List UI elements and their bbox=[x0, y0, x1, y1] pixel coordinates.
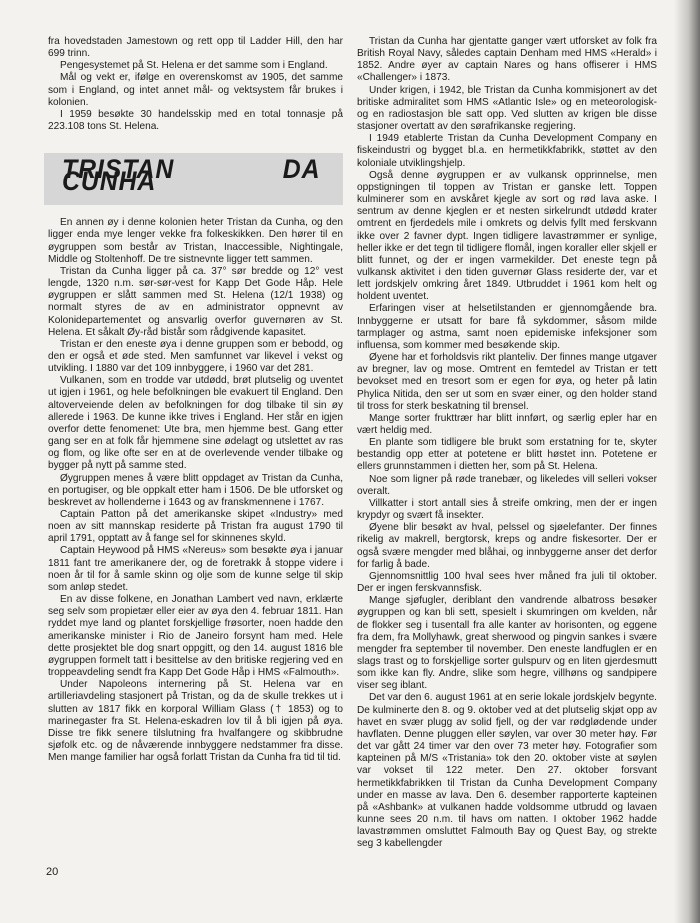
paragraph: Mange sjøfugler, deriblant den vandrende albatross besøker øygruppen og kan bli sett, spesielt i skumringen om kvelden, når de flokker seg i tusentall fra alle kanter av horisonten, og eggene fra dem, fra Mollyhawk, great sherwood og pingvin sankes i svære mengder fra september til november. Den eneste landfuglen er en slags trast og to forskjellige sorter gulspurv og en liten gjerdesmutt som ikke kan fly. Andre, slike som hegre, villhøns og sandpipere viser seg iblant. bbox=[357, 595, 657, 692]
section-title: TRISTAN DA CUNHA bbox=[62, 154, 321, 197]
paragraph: Under krigen, i 1942, ble Tristan da Cunha kommisjonert av det britiske admiralitet som HMS «Atlantic Isle» og en meteorologisk- og en radiostasjon ble satt opp. Ved slutten av krigen ble disse stasjoner overtatt av den sørafrikanske regjering. bbox=[357, 84, 657, 133]
paragraph: Tristan da Cunha har gjentatte ganger vært utforsket av folk fra British Royal Navy, således captain Denham med HMS «Herald» i 1852. Andre øyer av captain Nares og hans offiserer i HMS «Challenger» i 1873. bbox=[357, 36, 657, 84]
paragraph: Captain Patton på det amerikanske skipet «Industry» med noen av sitt mannskap residerte på Tristan fra august 1790 til april 1791, opptatt av å fange sel for skinnenes skyld. bbox=[48, 509, 343, 545]
right-column bbox=[357, 36, 657, 850]
paragraph: Tristan er den eneste øya i denne gruppen som er bebodd, og den er også et øde sted. Men samfunnet var likevel i vekst og utvikling. I 1880 var det 109 innbyggere, i 1960 var det 281. bbox=[48, 338, 343, 375]
paragraph: Noe som ligner på røde tranebær, og likeledes vill selleri vokser overalt. bbox=[357, 473, 657, 497]
paragraph: I 1959 besøkte 30 handelsskip med en total tonnasje på 223.108 tons St. Helena. bbox=[48, 108, 343, 133]
left-column bbox=[48, 36, 343, 764]
paragraph: Erfaringen viser at helsetilstanden er gjennomgående bra. Innbyggerne er utsatt for bare få sykdommer, såsom milde tarmplager og astma, samt noen epidemiske infeksjoner som influensa, som kommer med besøkende skip. bbox=[357, 303, 657, 351]
paragraph: Gjennomsnittlig 100 hval sees hver måned fra juli til oktober. Der er ingen ferskvannsfisk. bbox=[357, 570, 657, 595]
paragraph: En annen øy i denne kolonien heter Tristan da Cunha, og den ligger enda mye lenger vekke fra folkeskikken. Den hører til en øygruppen som består av Tristan, Inaccessible, Nightingale, Middle og Stoltenhoff. De tre sistnevnte ligger tett sammen. bbox=[48, 217, 343, 265]
paragraph: fra hovedstaden Jamestown og rett opp til Ladder Hill, den har 699 trinn. bbox=[48, 36, 343, 60]
paragraph: Villkatter i stort antall sies å streife omkring, men der er ingen krypdyr og svært få insekter. bbox=[357, 497, 657, 522]
paragraph: Captain Heywood på HMS «Nereus» som besøkte øya i januar 1811 fant tre amerikanere der, og de foretrakk å stoppe videre i noen år til for å samle skinn og olje som de kunne selge til skip som anløp stedet. bbox=[48, 545, 343, 593]
paragraph: Vulkanen, som en trodde var utdødd, brøt plutselig og uventet ut igjen i 1961, og hele befolkningen ble evakuert til England. Den altoverveiende delen av befolkningen for dog tilbake til sin øy allerede i 1963. De kunne ikke trives i England. Her står en igjen overfor dette fenomenet: Ute bra, men hjemme best. Gang etter gang ser en at folk får hjemmene sine ødelagt og utslettet av ras og flom, og like ofte ser en at de overlevende vender tilbake og bygger på nytt på samme sted. bbox=[48, 375, 343, 472]
section-title-banner bbox=[44, 153, 343, 205]
paragraph: Øyene blir besøkt av hval, pelssel og sjøelefanter. Der finnes rikelig av makrell, bergtorsk, kreps og andre fiskesorter. Der er også svære mengder med blåhai, og innbyggerne anser det derfor for farlig å bade. bbox=[357, 522, 657, 570]
paragraph: Under Napoleons internering på St. Helena var en artilleriavdeling stasjonert på Tristan, og da de skulle trekkes ut i slutten av 1817 fikk en korporal William Glass († 1853) og to marinegaster fra St. Helena-eskadren lov til å bli igjen på øya. Disse tre fikk senere tilslutning fra hvalfangere og skibbrudne sjøfolk etc. og de nåværende innbyggere nedstammer fra disse. Men mange familier har også forlatt Tristan da Cunha fra tid til tid. bbox=[48, 679, 343, 764]
paragraph: Øygruppen menes å være blitt oppdaget av Tristan da Cunha, en portugiser, og ble oppkalt etter ham i 1506. De ble utforsket og beskrevet av hollenderne i 1643 og av franskmennene i 1767. bbox=[48, 472, 343, 508]
paragraph: Øyene har et forholdsvis rikt planteliv. Der finnes mange utgaver av bregner, lav og mose. Omtrent en femtedel av Tristan er tett bevokset med en tresort som er egen for øya, og heter på latin Phylica Nitida, den ser ut som en svær einer, og den holder stand til tross for sterk beskatning til brensel. bbox=[357, 352, 657, 412]
paragraph: En plante som tidligere ble brukt som erstatning for te, skyter bestandig opp etter at potetene er blitt høstet inn. Potetene er ellers grunnstammen i dietten her, som på St. Helena. bbox=[357, 437, 657, 473]
paragraph: Mål og vekt er, ifølge en overenskomst av 1905, det samme som i England, og intet annet mål- og vektsystem får brukes i kolonien. bbox=[48, 72, 343, 108]
paragraph: Tristan da Cunha ligger på ca. 37° sør bredde og 12° vest lengde, 1320 n.m. sør-sør-vest for Kapp Det Gode Håp. Hele øygruppen er slått sammen med St. Helena (12/1 1938) og normalt styres de av en administrator oppnevnt av Kolonidepartementet og ansvarlig overfor guvernøren av St. Helena. Et såkalt Øy-råd bistår som rådgivende kapasitet. bbox=[48, 265, 343, 338]
book-binding-shadow bbox=[674, 0, 700, 923]
page-number: 20 bbox=[46, 866, 59, 878]
paragraph: Det var den 6. august 1961 at en serie lokale jordskjelv begynte. De kulminerte den 8. og 9. oktober ved at det plutselig skjøt opp av havet en svær plugg av solid fjell, og der var rødglødende under havflaten. Denne pluggen eller søylen, var over 30 meter høy. Før det var gått 24 timer var den over 73 meter høy. Fotografier som kapteinen på M/S «Tristania» tok den 20. oktober viste at søylen var vokset til 122 meter. Den 27. oktober forsvant hermetikkfabrikken til Tristan da Cunha Development Company under en masse av lava. Den 6. desember rapporterte kapteinen på «Ashbank» at vulkanen hadde voldsomme utbrudd og lavaen kunne sees 20 n.m. til havs om natten. I oktober 1962 hadde lavastrømmen omsluttet Falmouth Bay og Quest Bay, og strekte seg 3 kabellengder bbox=[357, 692, 657, 850]
paragraph: Pengesystemet på St. Helena er det samme som i England. bbox=[60, 60, 328, 72]
paragraph: En av disse folkene, en Jonathan Lambert ved navn, erklærte seg selv som propietær eller eier av øya den 4. februar 1811. Han ryddet mye land og plantet forskjellige frøsorter, noen hadde den amerikanske minister i Rio de Janeiro forsynt ham med. Hele dette prosjektet ble dog snart oppgitt, og den 14. august 1816 ble øygruppen formelt tatt i besittelse av den britiske regjering ved en troppeavdeling sendt fra Kapp Det Gode Håp i HMS «Falmouth». bbox=[48, 594, 343, 679]
paragraph: Også denne øygruppen er av vulkansk opprinnelse, men oppstigningen til toppen av Tristan er ganske lett. Toppen kulminerer som en avskåret kjegle av sort og rød lava aske. I sentrum av denne kjeglen er et nesten sirkelrundt utdødd krater omtrent en fjerdedels mile i omkrets og delvis fyllt med ferskvann ikke over 2 favner dypt. Ingen tidligere lavastrømmer er synlige, heller ikke er det tegn til tidligere flomål, ingen koraller eller skjell er blitt funnet, og der er ingen varmekilder. Det eneste tegn på vulkansk aktivitet i den tiden guvernør Glass residerte der, var et lett jordskjelv omkring året 1849. Utbruddet i 1961 kom helt og holdent uventet. bbox=[357, 169, 657, 303]
paragraph: Mange sorter frukttrær har blitt innført, og særlig epler har en vært heldig med. bbox=[357, 412, 657, 436]
paragraph: I 1949 etablerte Tristan da Cunha Development Company en fiskeindustri og bygget bl.a. en hermetikkfabrikk, støttet av den koloniale utviklingshjelp. bbox=[357, 133, 657, 169]
